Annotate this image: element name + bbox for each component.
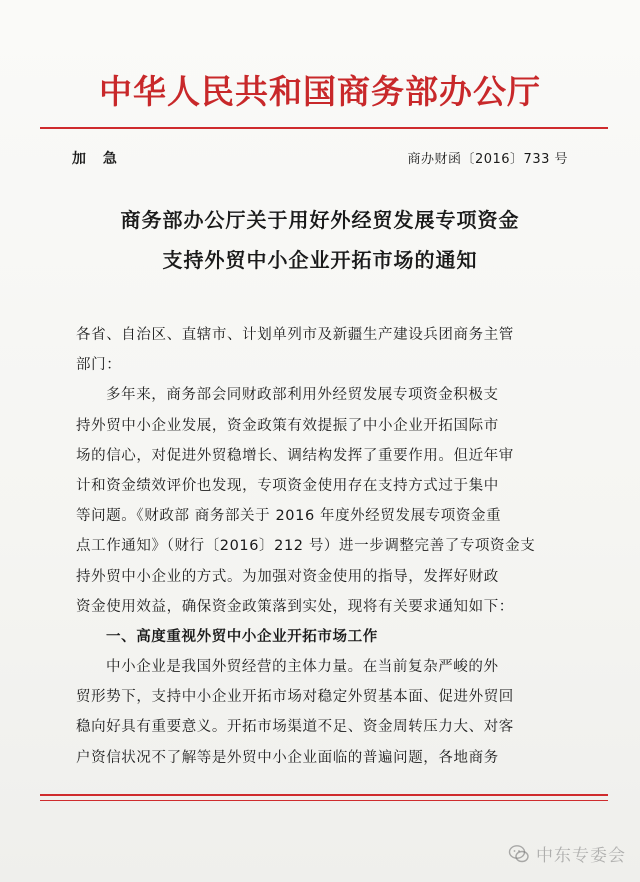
- document-title-line-2: 支持外贸中小企业开拓市场的通知: [162, 248, 478, 272]
- header-divider: [40, 127, 608, 129]
- paragraph-line: 计和资金绩效评价也发现，专项资金使用存在支持方式过于集中: [76, 477, 499, 494]
- paragraph-line: 稳向好具有重要意义。开拓市场渠道不足、资金周转压力大、对客: [76, 719, 514, 736]
- issuer-title: 中华人民共和国商务部办公厅: [99, 72, 541, 111]
- document-title: [60, 200, 580, 280]
- paragraph-line: 贸形势下，支持中小企业开拓市场对稳定外贸基本面、促进外贸回: [76, 689, 514, 706]
- paragraph-line: 多年来，商务部会同财政部利用外经贸发展专项资金积极支: [106, 387, 499, 404]
- document-body: [76, 320, 576, 773]
- paragraph-line: 持外贸中小企业发展，资金政策有效提振了中小企业开拓国际市: [76, 417, 499, 434]
- footer-divider-thin: [40, 800, 608, 801]
- addressee-line: 各省、自治区、直辖市、计划单列市及新疆生产建设兵团商务主管: [76, 327, 514, 343]
- paragraph-line: 等问题。《财政部 商务部关于 2016 年度外经贸发展专项资金重: [76, 508, 502, 525]
- wechat-icon: [508, 843, 530, 865]
- addressee-line: 部门：: [76, 357, 122, 374]
- document-number: 商办财函〔2016〕733 号: [407, 152, 568, 167]
- watermark-text: 中东专委会: [536, 846, 626, 866]
- section-heading: 一、高度重视外贸中小企业开拓市场工作: [106, 628, 378, 645]
- footer-divider: [40, 794, 608, 796]
- document-title-line-1: 商务部办公厅关于用好外经贸发展专项资金: [120, 208, 520, 232]
- paragraph-line: 场的信心，对促进外贸稳增长、调结构发挥了重要作用。但近年审: [76, 447, 514, 464]
- paragraph-line: 中小企业是我国外贸经营的主体力量。在当前复杂严峻的外: [106, 659, 499, 676]
- paragraph-line: 持外贸中小企业的方式。为加强对资金使用的指导，发挥好财政: [76, 568, 499, 585]
- paragraph-line: 点工作通知》（财行〔2016〕212 号）进一步调整完善了专项资金支: [76, 538, 536, 555]
- paragraph-line: 资金使用效益，确保资金政策落到实处，现将有关要求通知如下：: [76, 598, 514, 615]
- urgency-label: 加 急: [72, 151, 123, 167]
- paragraph-line: 户资信状况不了解等是外贸中小企业面临的普遍问题，各地商务: [76, 749, 499, 766]
- watermark: [508, 841, 626, 866]
